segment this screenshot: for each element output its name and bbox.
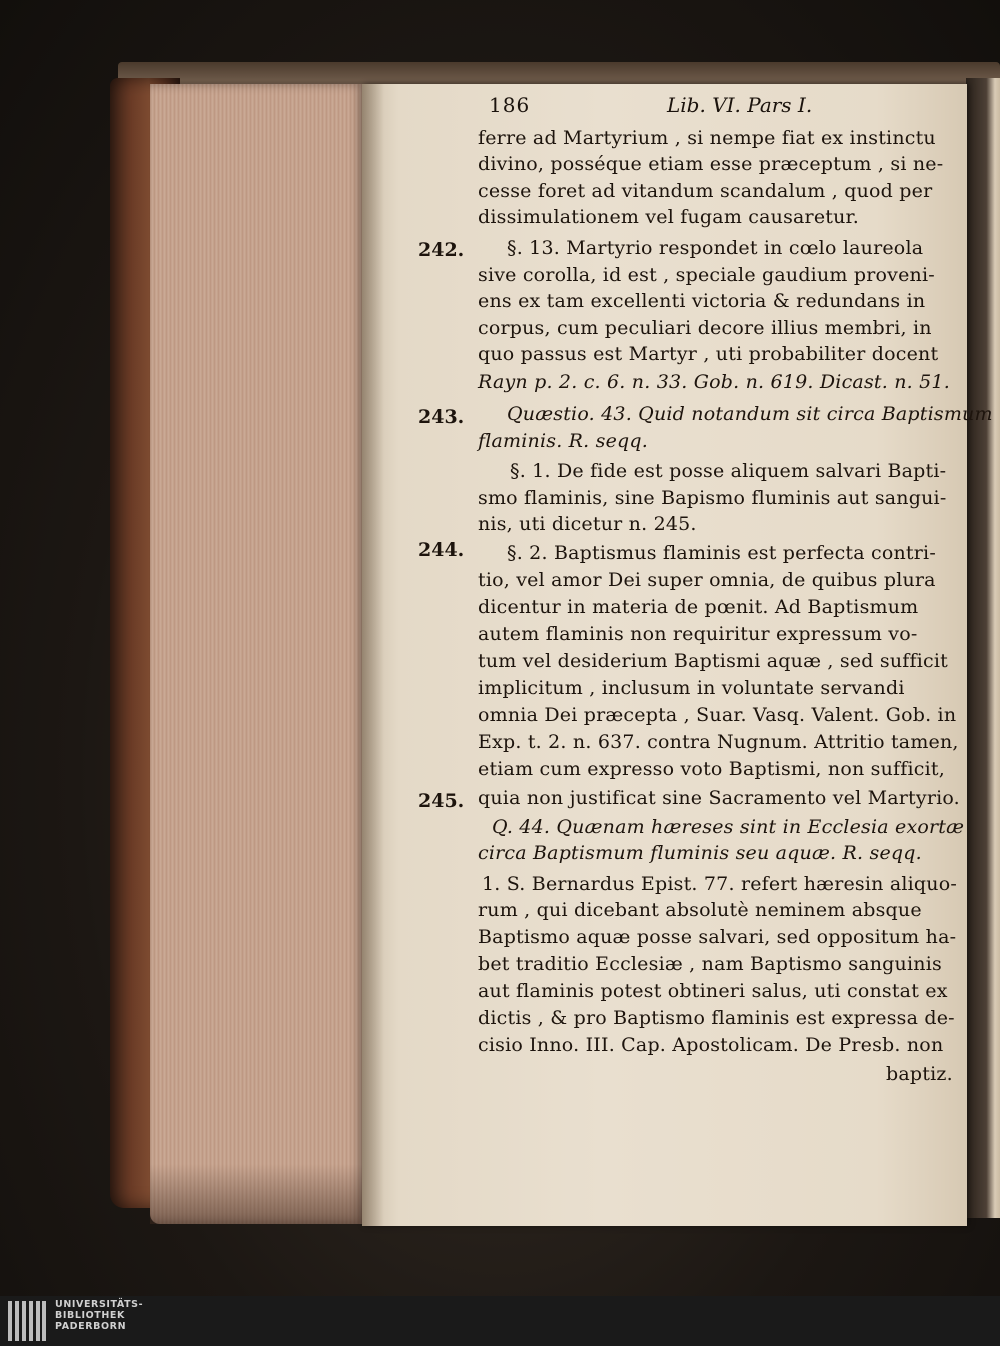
text-line: tio, vel amor Dei super omnia, de quibus plura bbox=[478, 569, 936, 591]
text-line: quia non justificat sine Sacramento vel Martyrio. bbox=[478, 787, 960, 809]
text-line: dissimulationem vel fugam causaretur. bbox=[478, 206, 859, 228]
page-gutter-shadow bbox=[362, 84, 384, 1226]
margin-number: 245. bbox=[418, 790, 465, 812]
text-line: cisio Inno. III. Cap. Apostolicam. De Presb. non bbox=[478, 1034, 944, 1056]
text-line: dictis , & pro Baptismo flaminis est expressa de- bbox=[478, 1007, 955, 1029]
text-line: implicitum , inclusum in voluntate servandi bbox=[478, 677, 905, 699]
text-line: §. 1. De fide est posse aliquem salvari Bapti- bbox=[510, 460, 947, 482]
library-logo-icon bbox=[8, 1301, 46, 1341]
margin-number: 243. bbox=[418, 406, 465, 428]
margin-number: 244. bbox=[418, 539, 465, 561]
text-line: divino, posséque etiam esse præceptum , si ne- bbox=[478, 153, 944, 175]
text-line: §. 2. Baptismus flaminis est perfecta contri- bbox=[507, 542, 936, 564]
running-title: Lib. VI. Pars I. bbox=[667, 93, 813, 117]
text-line: etiam cum expresso voto Baptismi, non sufficit, bbox=[478, 758, 945, 780]
page-block-edge bbox=[150, 84, 365, 1224]
library-name-line: BIBLIOTHEK bbox=[55, 1310, 125, 1321]
text-line: autem flaminis non requiritur expressum vo- bbox=[478, 623, 918, 645]
text-line: smo flaminis, sine Bapismo fluminis aut sangui- bbox=[478, 487, 947, 509]
text-line: Exp. t. 2. n. 637. contra Nugnum. Attritio tamen, bbox=[478, 731, 959, 753]
text-line: Rayn p. 2. c. 6. n. 33. Gob. n. 619. Dicast. n. 51. bbox=[478, 371, 950, 393]
text-line: 1. S. Bernardus Epist. 77. refert hæresin aliquo- bbox=[482, 873, 957, 895]
text-line: circa Baptismum fluminis seu aquæ. R. seqq. bbox=[478, 842, 922, 864]
text-line: omnia Dei præcepta , Suar. Vasq. Valent. Gob. in bbox=[478, 704, 957, 726]
text-line: ens ex tam excellenti victoria & redundans in bbox=[478, 290, 926, 312]
text-line: Q. 44. Quænam hæreses sint in Ecclesia exortæ bbox=[492, 816, 965, 838]
text-line: ferre ad Martyrium , si nempe fiat ex instinctu bbox=[478, 127, 936, 149]
text-line: baptiz. bbox=[886, 1063, 953, 1085]
text-line: aut flaminis potest obtineri salus, uti constat ex bbox=[478, 980, 948, 1002]
text-line: Baptismo aquæ posse salvari, sed oppositum ha- bbox=[478, 926, 957, 948]
library-footer bbox=[0, 1296, 1000, 1346]
text-line: rum , qui dicebant absolutè neminem absque bbox=[478, 899, 922, 921]
text-line: §. 13. Martyrio respondet in cœlo laureola bbox=[507, 237, 924, 259]
text-line: dicentur in materia de pœnit. Ad Baptismum bbox=[478, 596, 919, 618]
text-line: sive corolla, id est , speciale gaudium proveni- bbox=[478, 264, 935, 286]
text-line: Quæstio. 43. Quid notandum sit circa Baptismum bbox=[507, 403, 993, 425]
text-line: cesse foret ad vitandum scandalum , quod per bbox=[478, 180, 933, 202]
text-line: corpus, cum peculiari decore illius membri, in bbox=[478, 317, 932, 339]
text-line: nis, uti dicetur n. 245. bbox=[478, 513, 697, 535]
page-number: 186 bbox=[489, 93, 531, 117]
text-line: tum vel desiderium Baptismi aquæ , sed sufficit bbox=[478, 650, 948, 672]
library-name-line: UNIVERSITÄTS- bbox=[55, 1299, 144, 1310]
library-name-line: PADERBORN bbox=[55, 1321, 127, 1332]
text-line: bet traditio Ecclesiæ , nam Baptismo sanguinis bbox=[478, 953, 942, 975]
text-line: quo passus est Martyr , uti probabiliter docent bbox=[478, 343, 939, 365]
margin-number: 242. bbox=[418, 239, 465, 261]
text-line: flaminis. R. seqq. bbox=[478, 430, 649, 452]
facing-page-edge bbox=[966, 78, 1000, 1218]
